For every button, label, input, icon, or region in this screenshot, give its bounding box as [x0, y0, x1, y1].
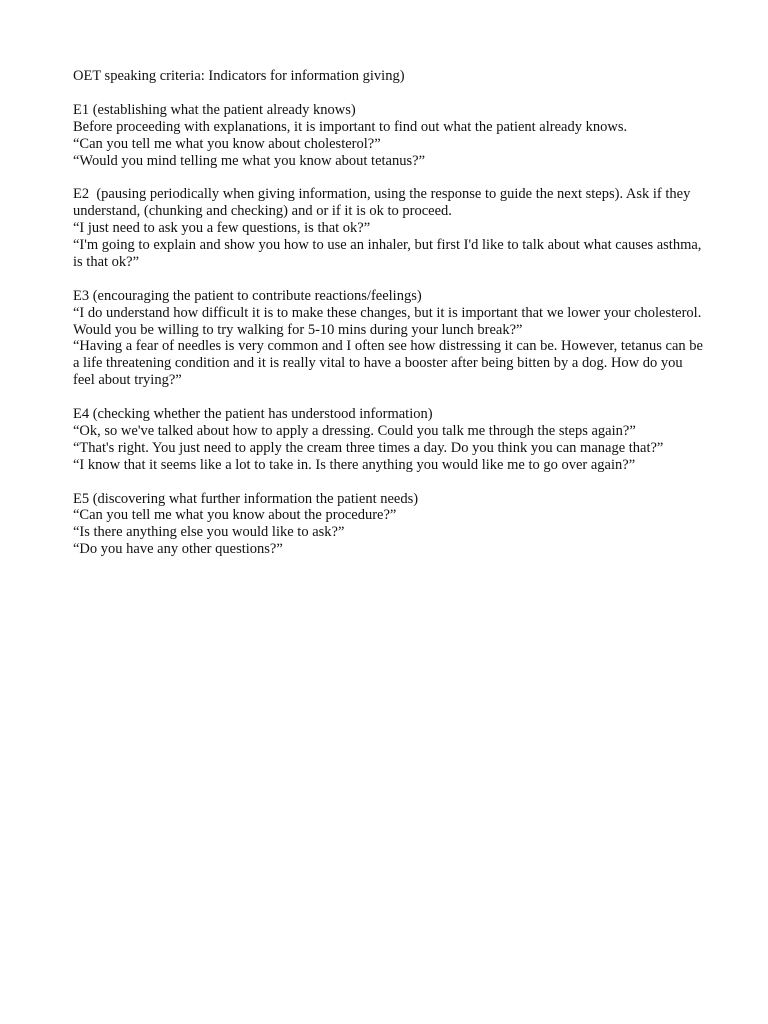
section-heading: E3 (encouraging the patient to contribute reactions/feelings)	[73, 287, 422, 304]
example-quote: “I know that it seems like a lot to take in. Is there anything you would like me to go over again?”	[73, 456, 636, 473]
section-e5	[73, 491, 703, 559]
section-heading: E4 (checking whether the patient has understood information)	[73, 406, 433, 423]
section-heading: E1 (establishing what the patient already knows)	[73, 101, 356, 118]
example-quote: “Ok, so we've talked about how to apply a dressing. Could you talk me through the steps again?”	[73, 422, 636, 439]
section-e4	[73, 406, 703, 474]
example-quote: “I do understand how difficult it is to make these changes, but it is important that we lower your cholesterol. Would you be willing to try walking for 5-10 mins during your lunch break?”	[73, 304, 705, 338]
section-text: Before proceeding with explanations, it is important to find out what the patient already knows.	[73, 118, 628, 135]
example-quote: “Having a fear of needles is very common and I often see how distressing it can be. However, tetanus can be a life threatening condition and it is really vital to have a booster after being bitten by a dog. How do you feel about trying?”	[73, 338, 707, 389]
example-quote: “Can you tell me what you know about the procedure?”	[73, 507, 397, 524]
section-e1	[73, 102, 703, 170]
example-quote: “I'm going to explain and show you how to use an inhaler, but first I'd like to talk about what causes asthma, is that ok?”	[73, 237, 706, 270]
example-quote: “Would you mind telling me what you know about tetanus?”	[73, 152, 426, 169]
example-quote: “That's right. You just need to apply the cream three times a day. Do you think you can manage that?”	[73, 439, 664, 456]
example-quote: “I just need to ask you a few questions, is that ok?”	[73, 220, 371, 237]
document-page	[73, 68, 707, 558]
section-e3	[73, 287, 707, 389]
section-e2	[73, 186, 706, 271]
section-heading: E5 (discovering what further information the patient needs)	[73, 490, 419, 507]
document-title: OET speaking criteria: Indicators for information giving)	[73, 68, 405, 84]
example-quote: “Do you have any other questions?”	[73, 541, 283, 558]
example-quote: “Is there anything else you would like to ask?”	[73, 524, 345, 541]
section-heading: E2 (pausing periodically when giving information, using the response to guide the next steps). Ask if they understand, (chunking and checking) and or if it is ok to proceed.	[73, 186, 694, 220]
example-quote: “Can you tell me what you know about cholesterol?”	[73, 135, 381, 152]
